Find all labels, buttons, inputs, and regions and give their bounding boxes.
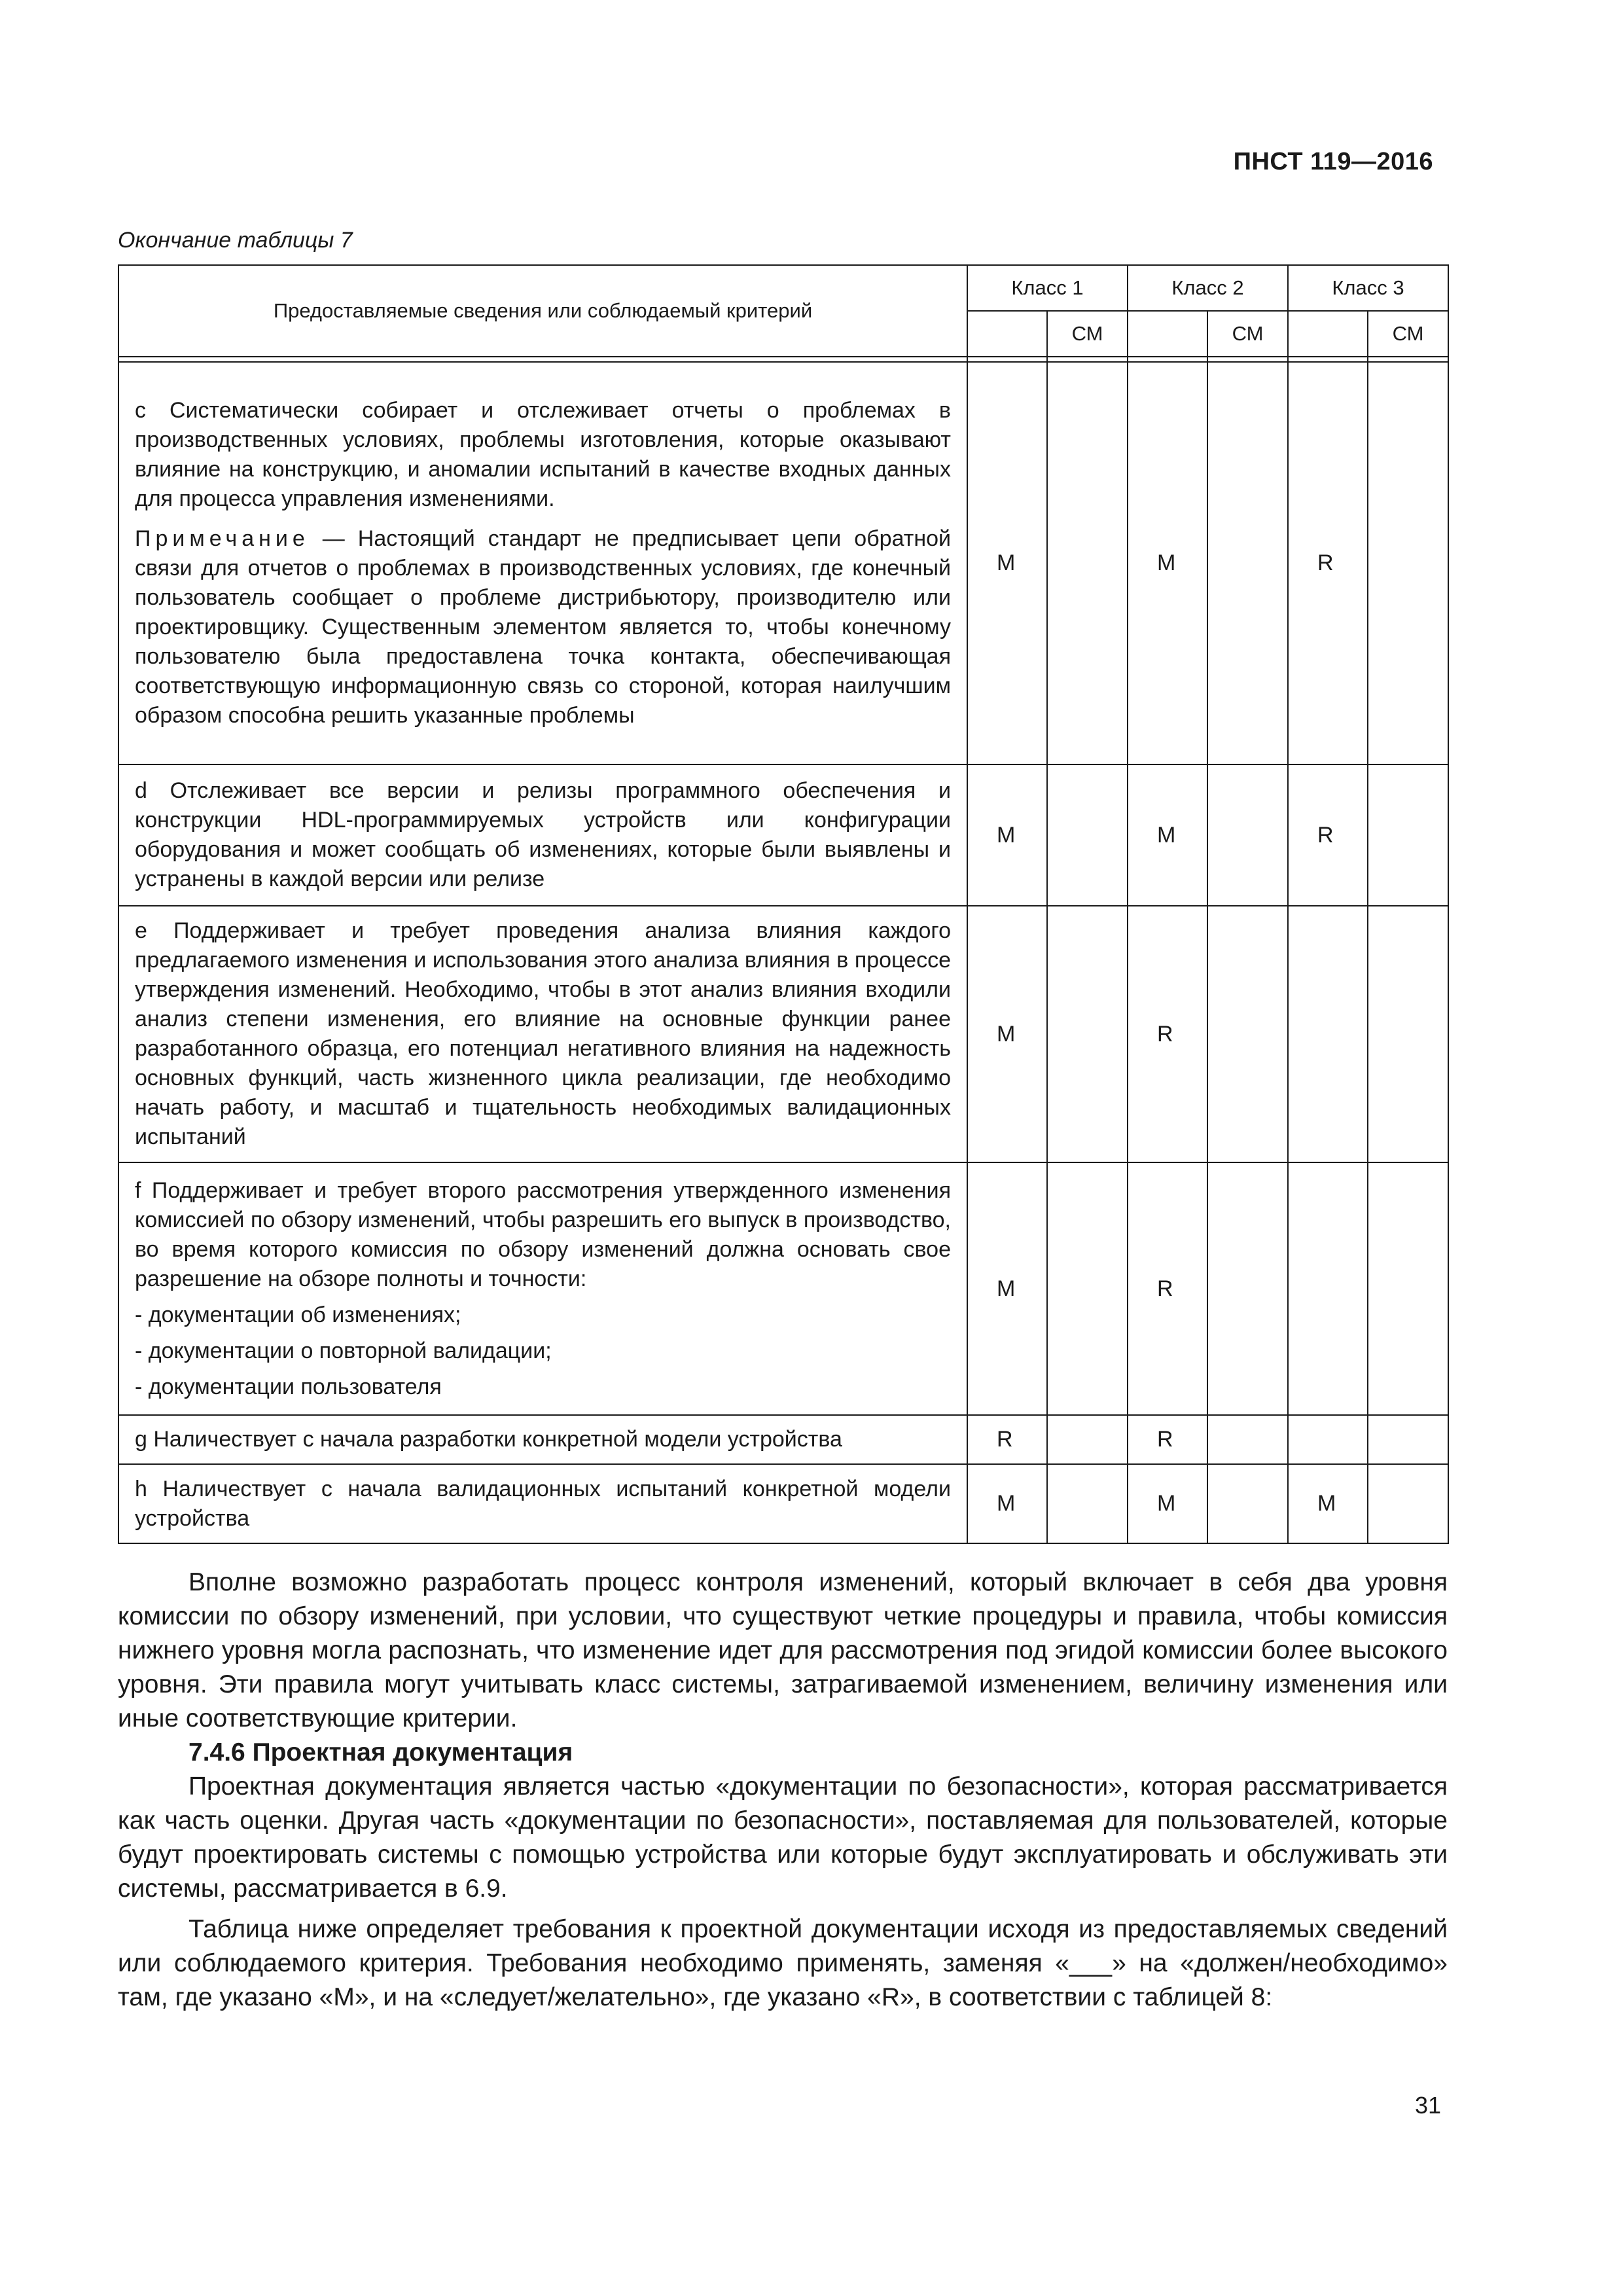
document-code: ПНСТ 119—2016 — [1233, 148, 1433, 175]
body-text — [118, 1566, 1448, 2015]
class-3-empty-subheader — [1288, 311, 1368, 357]
criterion-text: d Отслеживает все версии и релизы программного обеспечения и конструкции HDL-программируемых устройств или конфигурации оборудования и может сообщать об изменениях, которые были выявлены и устранены в каждой версии или релизе — [135, 778, 951, 891]
class-1-value: M — [967, 1464, 1047, 1543]
class-1-cm-value — [1047, 1415, 1128, 1464]
criterion-list-item: - документации об изменениях; — [135, 1302, 461, 1327]
class-2-value: M — [1128, 362, 1207, 764]
class-2-header: Класс 2 — [1128, 265, 1288, 311]
class-1-value: R — [967, 1415, 1047, 1464]
class-2-cm-value — [1207, 1464, 1288, 1543]
class-2-cm-value — [1207, 906, 1288, 1162]
class-2-value: M — [1128, 1464, 1207, 1543]
table-row — [118, 764, 1448, 906]
criterion-text: h Наличествует с начала валидационных испытаний конкретной модели устройства — [135, 1476, 951, 1531]
class-3-cm-value — [1368, 1162, 1448, 1415]
class-1-cm-value — [1047, 1464, 1128, 1543]
paragraph: Проектная документация является частью «документации по безопасности», которая рассматривается как часть оценки. Другая часть «документации по безопасности», поставляемая для пользователей, которые будут проектировать системы с помощью устройства или которые будут эксплуатировать и обслуживать эти системы, рассматривается в 6.9. — [118, 1772, 1448, 1903]
criterion-text: f Поддерживает и требует второго рассмотрения утвержденного изменения комиссией по обзору изменений, чтобы разрешить его выпуск в производство, во время которого комиссия по обзору изменений должна основать свое разрешение на обзоре полноты и точности: — [135, 1177, 951, 1291]
criterion-cell — [118, 906, 967, 1162]
table-row — [118, 1415, 1448, 1464]
criterion-cell — [118, 1464, 967, 1543]
class-1-value: M — [967, 906, 1047, 1162]
class-3-cm-value — [1368, 764, 1448, 906]
class-2-cm-subheader: СМ — [1207, 311, 1288, 357]
class-3-value: R — [1288, 362, 1368, 764]
class-2-value: R — [1128, 1415, 1207, 1464]
class-1-value: M — [967, 362, 1047, 764]
criterion-column-header: Предоставляемые сведения или соблюдаемый критерий — [118, 265, 967, 357]
class-1-cm-value — [1047, 1162, 1128, 1415]
class-1-value: M — [967, 1162, 1047, 1415]
class-2-cm-value — [1207, 764, 1288, 906]
class-1-cm-value — [1047, 362, 1128, 764]
class-3-value — [1288, 1162, 1368, 1415]
criterion-text: g Наличествует с начала разработки конкретной модели устройства — [135, 1427, 842, 1452]
table-row — [118, 1162, 1448, 1415]
class-3-cm-value — [1368, 906, 1448, 1162]
class-1-empty-subheader — [967, 311, 1047, 357]
class-3-value — [1288, 906, 1368, 1162]
class-3-cm-value — [1368, 1415, 1448, 1464]
class-2-cm-value — [1207, 362, 1288, 764]
class-1-cm-value — [1047, 764, 1128, 906]
class-2-value: R — [1128, 1162, 1207, 1415]
class-3-value — [1288, 1415, 1368, 1464]
header-separator — [118, 357, 1448, 362]
section-heading: 7.4.6 Проектная документация — [188, 1738, 573, 1767]
criterion-list-item: - документации о повторной валидации; — [135, 1338, 552, 1363]
class-2-value: M — [1128, 764, 1207, 906]
table-row — [118, 1464, 1448, 1543]
criterion-note — [135, 524, 951, 730]
class-3-value: R — [1288, 764, 1368, 906]
class-3-cm-value — [1368, 362, 1448, 764]
class-3-header: Класс 3 — [1288, 265, 1448, 311]
note-label: Примечание — [135, 526, 310, 551]
criterion-cell — [118, 1162, 967, 1415]
class-1-value: M — [967, 764, 1047, 906]
class-1-cm-subheader: СМ — [1047, 311, 1128, 357]
class-2-empty-subheader — [1128, 311, 1207, 357]
requirements-table — [118, 264, 1449, 1544]
paragraph: Таблица ниже определяет требования к проектной документации исходя из предоставляемых сведений или соблюдаемого критерия. Требования необходимо применять, заменяя «___» на «должен/необходимо» там, где указано «М», и на «следует/желательно», где указано «R», в соответствии с таблицей 8: — [118, 1915, 1448, 2011]
criterion-list-item: - документации пользователя — [135, 1374, 442, 1399]
page-number: 31 — [1414, 2092, 1441, 2119]
table-row — [118, 362, 1448, 764]
criterion-text: c Систематически собирает и отслеживает отчеты о проблемах в производственных условиях, проблемы изготовления, которые оказывают влияние на конструкцию, и аномалии испытаний в качестве входных данных для процесса управления изменениями. — [135, 398, 951, 511]
criterion-cell — [118, 1415, 967, 1464]
class-3-cm-value — [1368, 1464, 1448, 1543]
table-continuation-caption: Окончание таблицы 7 — [118, 228, 353, 253]
class-2-value: R — [1128, 906, 1207, 1162]
criterion-cell — [118, 764, 967, 906]
note-text: — Настоящий стандарт не предписывает цепи обратной связи для отчетов о проблемах в производственных условиях, где конечный пользователь сообщает о проблеме дистрибьютору, производителю или проектировщику. Существенным элементом является то, чтобы конечному пользователю была предоставлена точка контакта, обеспечивающая соответствующую информационную связь со стороной, которая наилучшим образом способна решить указанные проблемы — [135, 526, 951, 728]
criterion-text: e Поддерживает и требует проведения анализа влияния каждого предлагаемого изменения и использования этого анализа влияния в процессе утверждения изменений. Необходимо, чтобы в этот анализ влияния входили анализ степени изменения, его влияние на основные функции ранее разработанного образца, его потенциал негативного влияния на надежность основных функций, часть жизненного цикла реализации, где необходимо начать работу, и масштаб и тщательность необходимых валидационных испытаний — [135, 918, 951, 1149]
criterion-cell — [118, 362, 967, 764]
class-1-header: Класс 1 — [967, 265, 1128, 311]
class-3-cm-subheader: СМ — [1368, 311, 1448, 357]
class-3-value: M — [1288, 1464, 1368, 1543]
table-row — [118, 906, 1448, 1162]
paragraph: Вполне возможно разработать процесс контроля изменений, который включает в себя два уровня комиссии по обзору изменений, при условии, что существуют четкие процедуры и правила, чтобы комиссия нижнего уровня могла распознать, что изменение идет для рассмотрения под эгидой комиссии более высокого уровня. Эти правила могут учитывать класс системы, затрагиваемой изменением, величину изменения или иные соответствующие критерии. — [118, 1568, 1448, 1732]
class-2-cm-value — [1207, 1415, 1288, 1464]
class-1-cm-value — [1047, 906, 1128, 1162]
class-2-cm-value — [1207, 1162, 1288, 1415]
